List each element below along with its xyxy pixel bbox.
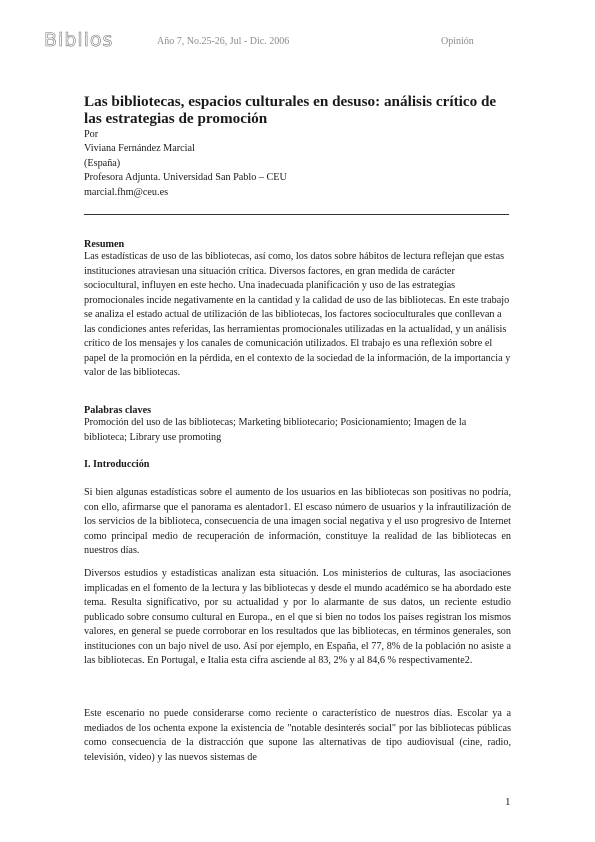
author-block <box>84 128 287 200</box>
author-email[interactable]: marcial.fhm@ceu.es <box>84 186 169 198</box>
page-number: 1 <box>505 796 511 808</box>
section-heading: I. Introducción <box>84 459 150 470</box>
journal-logo: Biblios <box>44 29 114 51</box>
abstract-heading: Resumen <box>84 239 125 250</box>
section-label: Opinión <box>441 36 474 47</box>
keywords-heading: Palabras claves <box>84 405 152 416</box>
author-country: (España) <box>84 157 121 169</box>
paragraph: Este escenario no puede considerarse como reciente o característico de nuestros días. Escolar ya a mediados de los ochenta expone la existencia de "notable desinterés social" por las bibliotecas públicas como consecuencia de la distracción que supone las alternativas de tipo audiovisual (cine, radio, televisión, video) y las nuevos sistemas de <box>84 708 511 763</box>
paragraph: Diversos estudios y estadísticas analizan esta situación. Los ministerios de culturas, las asociaciones implicadas en el fomento de la lectura y las bibliotecas y desde el mundo académico se ha abordado este tema. Resulta significativo, por su actualidad y por lo alarmante de sus datos, un reciente estudio publicado sobre consumo cultural en Europa., en el que si bien no todos los países registran los mismos valores, en general se puede corroborar en los resultados que las bibliotecas, en términos generales, son instituciones con un bajo nivel de uso. Así por ejemplo, en España, el 77, 8% de la población no asiste a las bibliotecas. En Portugal, e Italia esta cifra asciende al 83, 2% y al 84,6 % respectivamente2. <box>84 568 511 667</box>
divider <box>84 214 509 215</box>
article-title: Las bibliotecas, espacios culturales en desuso: análisis crítico de las estrategias de promoción <box>84 93 497 127</box>
author-affiliation: Profesora Adjunta. Universidad San Pablo – CEU <box>84 172 287 184</box>
paragraph: Si bien algunas estadísticas sobre el aumento de los usuarios en las bibliotecas son positivas no podría, con ello, afirmarse que el panorama es alentador1. El escaso número de usuarios y la infrautilización de los servicios de la biblioteca, consecuencia de una imagen social negativa y el uso progresivo de Internet como principal medio de recuperación de información, constituye la realidad de las bibliotecas en nuestros días. <box>84 487 511 557</box>
author-name: Viviana Fernández Marcial <box>84 143 195 155</box>
abstract-text: Las estadísticas de uso de las bibliotecas, así como, los datos sobre hábitos de lectura reflejan que estas instituciones atraviesan una situación crítica. Diversos factores, en gran medida de carácter sociocultural, influyen en este hecho. Una inadecuada planificación y uso de las estrategias promocionales incide negativamente en la cantidad y la calidad de uso de las bibliotecas. En este trabajo se analiza el estado actual de utilización de las bibliotecas, los factores socioculturales que conllevan a las condiciones antes referidas, las herramientas promocionales utilizadas en la actualidad, y un análisis crítico de los mensajes y los canales de comunicación utilizados. El trabajo es una reflexión sobre el papel de la promoción en la pérdida, en el contexto de la sociedad de la información, de la importancia y valor de las bibliotecas. <box>84 251 511 379</box>
author-line: Por <box>84 129 99 140</box>
issue-info: Año 7, No.25-26, Jul - Dic. 2006 <box>157 36 290 47</box>
keywords-text: Promoción del uso de las bibliotecas; Marketing bibliotecario; Posicionamiento; Imagen de la biblioteca; Library use promoting <box>84 417 467 443</box>
